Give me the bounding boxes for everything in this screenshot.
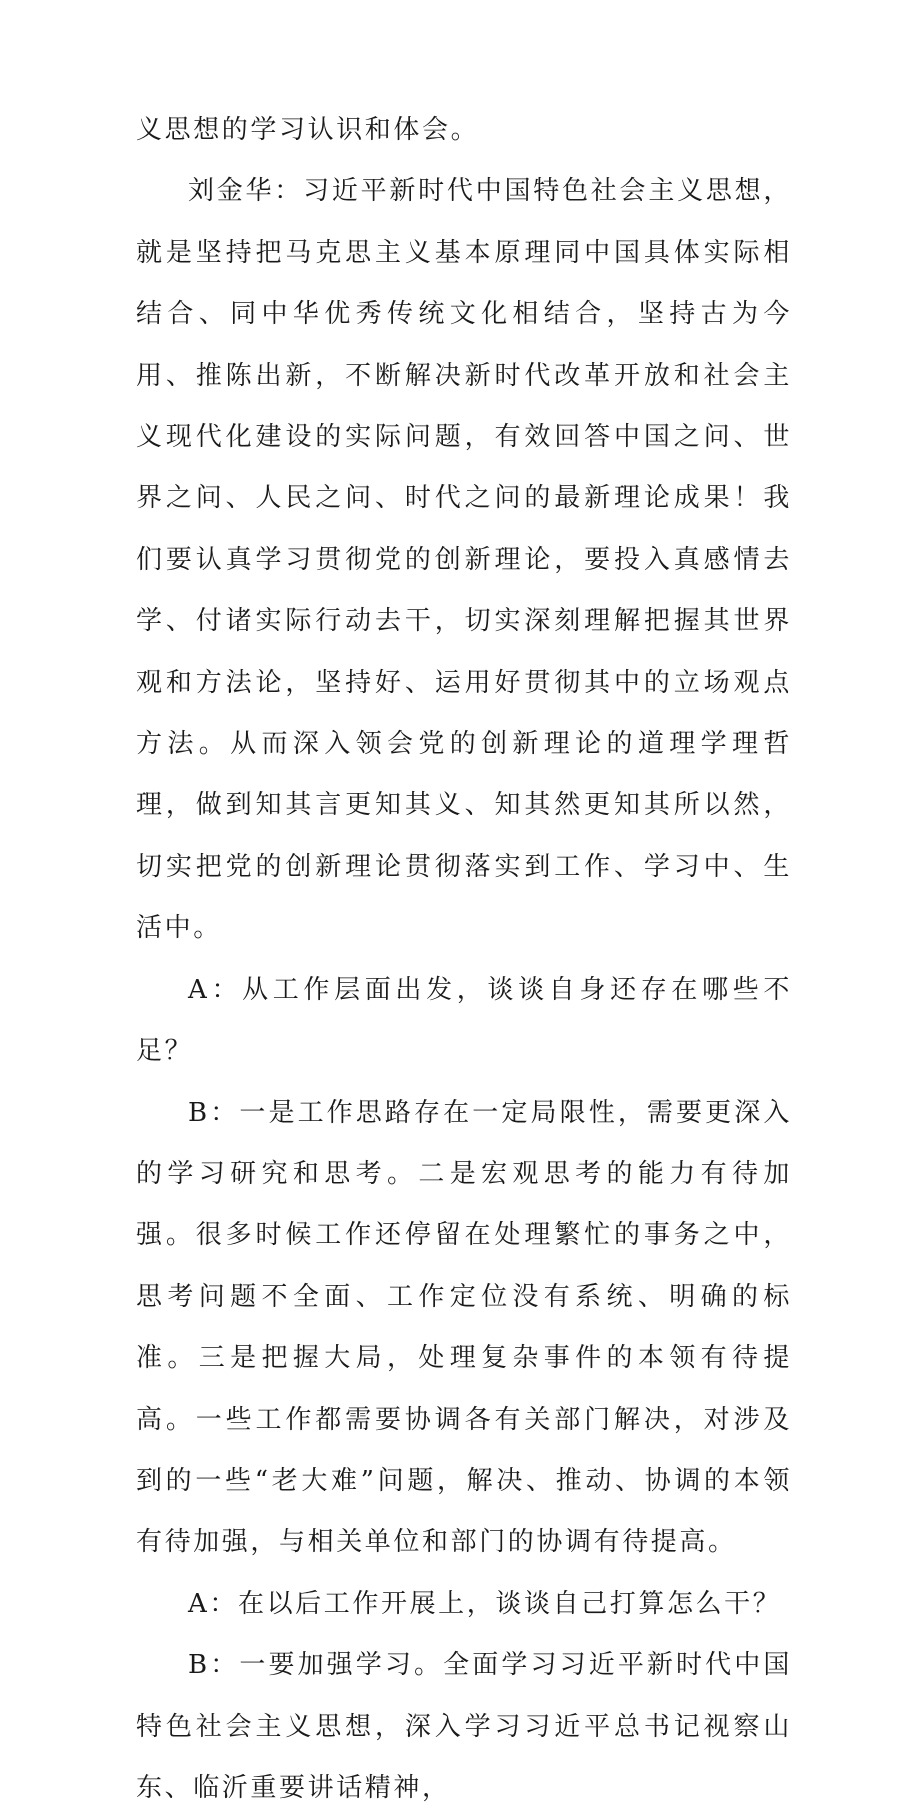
- paragraph-continuation: 义思想的学习认识和体会。: [136, 115, 480, 145]
- paragraph-liu-jinhua-answer: 刘金华：习近平新时代中国特色社会主义思想，就是坚持把马克思主义基本原理同中国具体实际相结合、同中华优秀传统文化相结合，坚持古为今用、推陈出新，不断解决新时代改革开放和社会主义现代化建设的实际问题，有效回答中国之问、世界之问、人民之问、时代之问的最新理论成果！我们要认真学习贯彻党的创新理论，要投入真感情去学、付诸实际行动去干，切实深刻理解把握其世界观和方法论，坚持好、运用好贯彻其中的立场观点方法。从而深入领会党的创新理论的道理学理哲理，做到知其言更知其义、知其然更知其所以然，切实把党的创新理论贯彻落实到工作、学习中、生活中。: [136, 176, 792, 944]
- paragraph-question-shortcomings: A：从工作层面出发，谈谈自身还存在哪些不足？: [136, 974, 792, 1067]
- paragraph-question-plans: A：在以后工作开展上，谈谈自己打算怎么干？: [188, 1588, 782, 1619]
- paragraph-answer-plans: B：一要加强学习。全面学习习近平新时代中国特色社会主义思想，深入学习习近平总书记视察山东、临沂重要讲话精神，: [136, 1650, 792, 1803]
- paragraph-answer-shortcomings: B：一是工作思路存在一定局限性，需要更深入的学习研究和思考。二是宏观思考的能力有待加强。很多时候工作还停留在处理繁忙的事务之中，思考问题不全面、工作定位没有系统、明确的标准。三是把握大局，处理复杂事件的本领有待提高。一些工作都需要协调各有关部门解决，对涉及到的一些“老大难”问题，解决、推动、协调的本领有待加强，与相关单位和部门的协调有待提高。: [136, 1097, 792, 1558]
- document-body: [136, 100, 792, 1819]
